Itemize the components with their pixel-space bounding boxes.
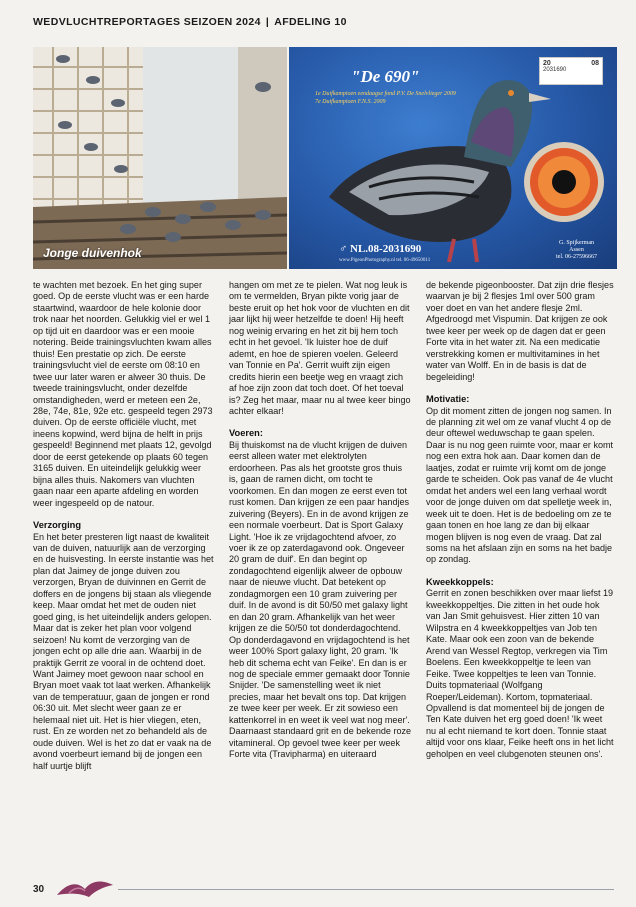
owner-block (556, 240, 597, 261)
col1-paragraph-1: te wachten met bezoek. En het ging super goed. Op de eerste vlucht was er een harde staartwind, waardoor de hele kolonie door trok naar het noorden. Gelukkig viel er wel 1 op tijd uit en daardoor was er een mooie notering. Beide trainingsvluchten kwam alles thuis! Een prestatie op zich. De eerste trainingsvlucht viel de eerste om 08:10 en twee uur later waren er alweer 30 thuis. De tweede trainingsvlucht, onder dezelfde omstandigheden, werd er meteen een 2e, 28e, 74e, 81e, 92e etc. gespeeld tegen 2973 duiven. Op de eerste officiële vlucht, met ineens kopwind, werd bijna de helft in prijs gespeeld! Beginnend met plaats 12, gevolgd door de eerst getekende op plaats 60 tegen 3165 duiven. En uiteindelijk gelukkig weer bijna alles thuis. Nakomers van vluchten gaan naar een aparte afdeling en worden weer ingespeeld op de natour. (33, 280, 213, 508)
col3-paragraph-1: de bekende pigeonbooster. Dat zijn drie flesjes waarvan je bij 2 flesjes 1ml over 500 gram voer doet en van het andere flesje 2ml. Afgedroogd met Vispumin. Dat krijgen ze ook twee keer per week op de dagen dat er geen Forte vita in het water zit. Na een medicatie verstrekking komen er multivitamines in het water van Wolff. En in de basis is dat de begeleiding! (426, 280, 614, 382)
pigeon-name: "De 690" (351, 67, 420, 86)
ring-number: ♂ NL.08-2031690 (339, 243, 422, 255)
header-separator: | (265, 16, 270, 28)
owner-city: Assen (569, 247, 584, 253)
heading-kweekkoppels: Kweekkoppels: (426, 576, 494, 587)
text-column-1 (33, 280, 217, 772)
header-section: WEDVLUCHTREPORTAGES SEIZOEN 2024 (33, 16, 261, 28)
pigeon-award-2: 7e Duifkampioen F.N.S. 2009 (315, 99, 386, 105)
col2-paragraph-2: Bij thuiskomst na de vlucht krijgen de duiven eerst alleen water met elektrolyten erdoorheen. Pas als het grootste gros thuis is, gaan de ramen dicht, om tocht te voorkomen. En dan mogen ze eerst even tot rust komen. Dan krijgen ze een paar handjes zuivering (Beyers). En in de avond krijgen ze een normale voerbeurt. Dat is Sport Galaxy Light. 'Hoe ik ze vrijdagochtend afvoer, zo voer ik ze op zaterdagavond ook. Ongeveer 20 gram de duif'. En dan begint op zondagochtend eigenlijk alweer de opbouw naar de nieuwe vlucht. Dat betekent op zondagmorgen een 10 gram zuivering per duif. In de avond is dit 50/50 met galaxy light en dan 20 gram. Afhankelijk van het weer krijgen ze die 50/50 tot donderdagochtend. Op donderdagavond en vrijdagochtend is het weer 100% Sport galaxy light, 20 gram. 'Ik heb dit schema echt van Feike'. En dan is er nog de speciale emmer gemaakt door Tonnie Snijder. 'De samenstelling weet ik niet precies, maar het bevalt ons top. Dat krijgen ze twee keer per week. Er zit sowieso een kattenkorrel in en weet ik veel wat nog meer'. Daarnaast standaard grit en de bekende roze vitamineral. Op gevoel twee keer per week Forte vita (Travipharma) en uiteraard (229, 439, 412, 760)
pigeon-photo (289, 47, 617, 269)
pigeon-award-1: 1e Duifkampioen eendaagse fond P.V. De Snelvlieger 2009 (315, 91, 456, 97)
heading-motivatie: Motivatie: (426, 394, 470, 405)
photographer-site: www.PigeonPhotography.nl tel. 06-49650011 (339, 258, 431, 263)
loft-illustration (33, 47, 287, 269)
text-column-3 (426, 280, 614, 760)
text-column-2 (229, 280, 413, 761)
loft-photo (33, 47, 287, 269)
footer-rule (118, 889, 614, 890)
page-number: 30 (33, 884, 45, 895)
heading-voeren: Voeren: (229, 428, 263, 439)
tag-code: 08 (591, 60, 599, 67)
tag-number: 2031690 (543, 67, 567, 73)
ring-tag (539, 57, 603, 85)
header-department: AFDELING 10 (274, 16, 347, 28)
col3-paragraph-2: Op dit moment zitten de jongen nog samen. In de planning zit wel om ze vanaf vlucht 4 op de deur oftewel weduwschap te gaan spelen. Daar is nu nog geen ruimte voor, maar er komt nog een extra hok aan. Daar komen dan de laatjes, zodat er ruimte vrij komt om de jonge garde te scheiden. Ook pas vanaf de 4e vlucht omdat het anders wel een lang verhaal wordt voor de jonge duiven om dat spelletje week in, week uit te doen. Het is de bedoeling om ze te gaan tonen en hoe lang ze dan bij elkaar mogen blijven is nog even de vraag. Dat zal soms na het afslaan zijn en soms na het badje op zondag. (426, 405, 614, 565)
bird-logo-icon (55, 877, 115, 901)
col2-paragraph-1: hangen om met ze te pielen. Wat nog leuk is om te vermelden, Bryan pikte vorig jaar de beste eruit op het hok voor de vluchten en dit jaar lijkt hij weer hetzelfde te doen! Hij heeft nog weinig ervaring en het zit bij hem toch echt in het gevoel. 'Ik luister hoe de duif ademt, en hoe de spieren voelen. Geleerd van Tonnie en Pa'. Gerrit wuift zijn eigen credits hierin een beetje weg en vraagt zich af hoe zijn zoon dat toch doet. Of het toeval is? Zeg het maar, maar nu al twee keer bingo achter elkaar! (229, 280, 411, 416)
owner-name: G. Spijkerman (559, 240, 594, 246)
owner-tel: tel. 06-27596667 (556, 254, 597, 260)
col1-paragraph-2: En het beter presteren ligt naast de kwaliteit van de duiven, natuurlijk aan de verzorging en de huisvesting. In eerste instantie was het plan dat Jaimey de jonge duiven zou verzorgen, Bryan de duivinnen en Gerrit de doffers en de jongens bij staan als vliegende keep. Maar omdat het met de ouden niet goed ging, is het uiteindelijk anders gelopen. Maar dat is zeker het plan voor volgend seizoen! Nu komt de verzorging van de jongen echt op alle drie aan. Waarbij in de praktijk Gerrit ze vooral in de ochtend doet. Want Jaimey moet gewoon naar school en Bryan moet vaak tot laat werken. Afhankelijk van de temperatuur, gaan de jongen er rond 06:30 uit. Met slecht weer gaan ze er helemaal niet uit. Het is hier vliegen, eten, rust. En ze worden net zo behandeld als de oude duiven. Wel is het zo dat er vaak na de avond voerbeurt iemand bij de jongen een half uurtje blijft (33, 531, 214, 771)
tag-year: 20 (543, 60, 551, 67)
col3-paragraph-3: Gerrit en zonen beschikken over maar liefst 19 kweekkoppeltjes. Die zitten in het oude hok van Jan Smit gehuisvest. Hier zitten 10 van Wilpstra en 4 kweekkoppeltjes van Job ten Kate. Maar ook een zoon van de bekende Arend van Wessel Regtop, verkregen via Tim Boelens. Een kweekkoppeltje te leen van Feike. Twee koppeltjes te leen van Tonnie. Duits topmateriaal (Wolfgang Roeper/Leideman). Kortom, topmateriaal. Opvallend is dat momenteel bij de jongen de Ten Kate duiven het erg goed doen! 'Ik weet nu al echt niemand te kort doen. Tonnie staat altijd voor ons klaar, Feike heeft ons in het licht geholpen en veel clubgenoten steunen ons'. (426, 588, 614, 759)
heading-verzorging: Verzorging (33, 520, 82, 531)
running-header (33, 16, 616, 32)
loft-caption: Jonge duivenhok (43, 246, 142, 260)
